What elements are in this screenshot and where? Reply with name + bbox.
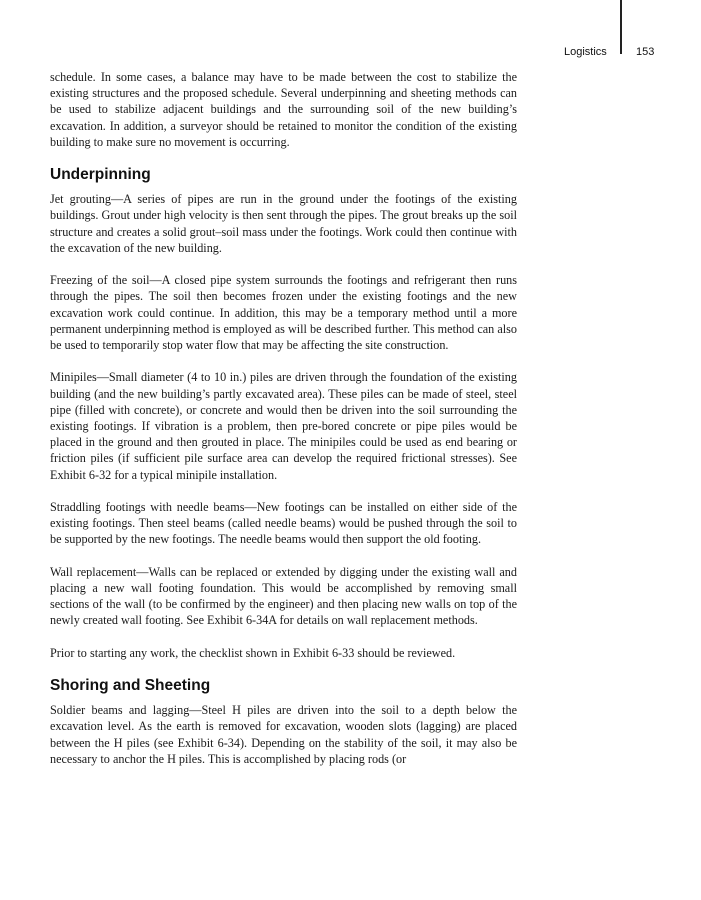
page-number: 153	[636, 46, 655, 58]
paragraph-wall-replacement: Wall replacement—Walls can be replaced or extended by digging under the existing wall and placing a new wall footing foundation. This would be accomplished by removing small sections of the wall (to be confirmed by the engineer) and then placing new walls on top of the newly created wall footing. See Exhibit 6-34A for details on wall replacement methods.	[50, 564, 517, 628]
page-body	[50, 69, 517, 783]
paragraph-straddling: Straddling footings with needle beams—New footings can be installed on either side of the existing footings. Then steel beams (called needle beams) would be pushed through the soil to be supported by the new footings. The needle beams would then support the old footing.	[50, 500, 517, 547]
running-head-section: Logistics	[564, 46, 607, 58]
paragraph-jet-grouting: Jet grouting—A series of pipes are run in the ground under the footings of the existing buildings. Grout under high velocity is then sent through the pipes. The grout breaks up the soil structure and creates a solid grout–soil mass under the footings. Work could then continue with the excavation of the new building.	[50, 192, 517, 255]
paragraph-intro: schedule. In some cases, a balance may have to be made between the cost to stabilize the existing structures and the proposed schedule. Several underpinning and sheeting methods can be used to stabilize adjacent buildings and the surrounding soil of the new building’s excavation. In addition, a surveyor should be retained to monitor the condition of the existing building to make sure no movement is occurring.	[50, 70, 517, 149]
paragraph-soldier-beams: Soldier beams and lagging—Steel H piles are driven into the soil to a depth below the excavation level. As the earth is removed for excavation, wooden slots (lagging) are placed between the H piles (see Exhibit 6-34). Depending on the stability of the soil, it may also be necessary to anchor the H piles. This is accomplished by placing rods (or	[50, 703, 517, 766]
heading-shoring-sheeting: Shoring and Sheeting	[50, 677, 211, 695]
paragraph-checklist: Prior to starting any work, the checklist shown in Exhibit 6-33 should be reviewed.	[50, 645, 456, 660]
header-rule	[620, 0, 622, 54]
heading-underpinning: Underpinning	[50, 166, 151, 184]
paragraph-freezing: Freezing of the soil—A closed pipe system surrounds the footings and refrigerant then runs through the pipes. The soil then becomes frozen under the existing footings and the new excavation work could continue. In addition, this may be a temporary method until a more permanent underpinning method is employed as will be described further. This method can also be used to temporarily stop water flow that may be affecting the site construction.	[50, 273, 517, 353]
paragraph-minipiles: Minipiles—Small diameter (4 to 10 in.) piles are driven through the foundation of the existing building (and the new building’s partly excavated area). These piles can be made of steel, steel pipe (filled with concrete), or concrete and would then be driven into the soil surrounding the existing footings. If vibration is a problem, then pre-bored concrete or pipe piles would be placed in the ground and then grouted in place. The minipiles could be used as end bearing or friction piles (if sufficient pile surface area can develop the required frictional stresses). See Exhibit 6-32 for a typical minipile installation.	[50, 370, 517, 482]
